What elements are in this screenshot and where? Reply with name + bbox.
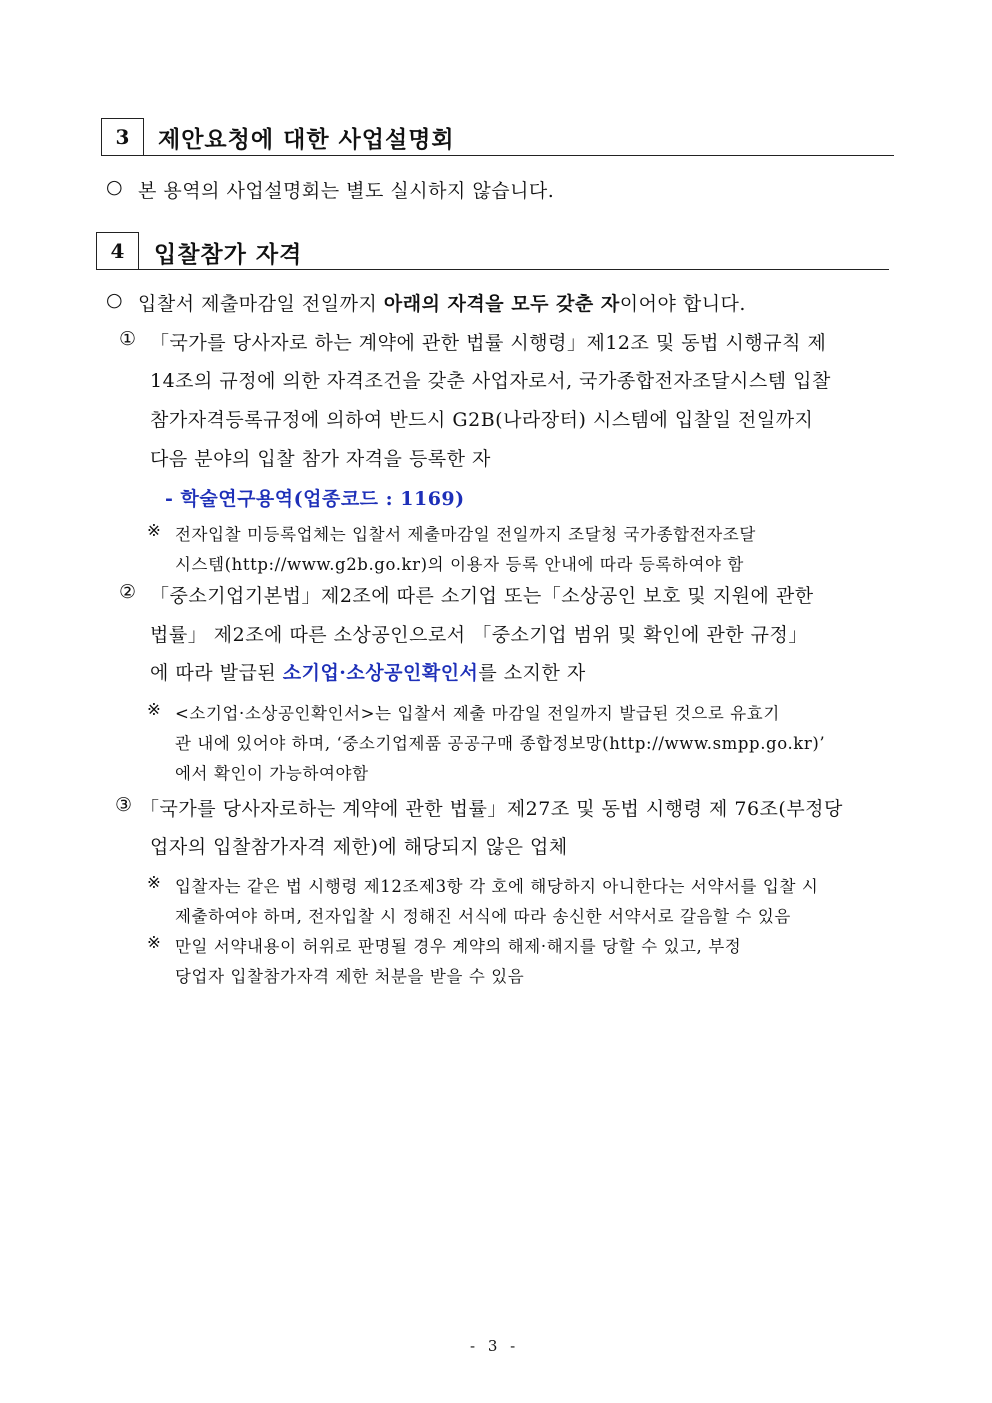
item-2-note-mark: ※ [147,700,162,719]
item-1-line-1: 「국가를 당사자로 하는 계약에 관한 법률 시행령」제12조 및 동법 시행규칙 제 [150,332,827,354]
item-1-note-mark: ※ [147,521,162,540]
item-2-note-line-1: <소기업·소상공인확인서>는 입찰서 제출 마감일 전일까지 발급된 것으로 유효기 [175,704,780,723]
item-3-line-1: 「국가를 당사자로하는 계약에 관한 법률」제27조 및 동법 시행령 제 76조(부정당 [140,798,843,820]
section-4-intro [138,289,746,316]
section-3-number: 3 [115,125,130,149]
section-4-bullet: ○ [106,289,124,311]
item-1-marker: ① [119,328,137,350]
item-3-note-2-line-1: 만일 서약내용이 허위로 판명될 경우 계약의 해제·해지를 당할 수 있고, 부정 [175,937,742,956]
item-2-line-3 [150,658,586,685]
section-3-text: 본 용역의 사업설명회는 별도 실시하지 않습니다. [138,180,555,202]
item-1-line-4: 다음 분야의 입찰 참가 자격을 등록한 자 [150,448,491,470]
item-1-note-line-2: 시스템(http://www.g2b.go.kr)의 이용자 등록 안내에 따라 등록하여야 함 [175,555,744,574]
section-4-number-box [96,232,139,270]
item-2-note-line-3: 에서 확인이 가능하여야함 [175,764,369,783]
item-2-line-3-highlight: 소기업·소상공인확인서 [282,662,479,684]
section-4-underline [139,269,889,270]
intro-text-bold: 아래의 자격을 모두 갖춘 자 [383,293,620,315]
item-2-line-2: 법률」 제2조에 따른 소상공인으로서 「중소기업 범위 및 확인에 관한 규정」 [150,624,808,646]
section-3-bullet: ○ [106,176,124,198]
item-1-note-line-1: 전자입찰 미등록업체는 입찰서 제출마감일 전일까지 조달청 국가종합전자조달 [175,525,756,544]
item-2-line-1: 「중소기업기본법」제2조에 따른 소기업 또는「소상공인 보호 및 지원에 관한 [150,585,814,607]
page-number: - 3 - [470,1337,520,1355]
item-1-line-3: 참가자격등록규정에 의하여 반드시 G2B(나라장터) 시스템에 입찰일 전일까지 [150,409,814,431]
item-2-line-3-after: 를 소지한 자 [478,662,586,684]
intro-text-before: 입찰서 제출마감일 전일까지 [138,293,384,315]
item-3-note-2-line-2: 당업자 입찰참가자격 제한 처분을 받을 수 있음 [175,967,525,986]
item-1-line-2: 14조의 규정에 의한 자격조건을 갖춘 사업자로서, 국가종합전자조달시스템 입찰 [150,370,831,392]
section-4-number: 4 [110,239,125,263]
section-3-title: 제안요청에 대한 사업설명회 [158,126,455,153]
item-2-line-3-before: 에 따라 발급된 [150,662,283,684]
item-1-sub-item: - 학술연구용역(업종코드 : 1169) [165,488,465,510]
section-3-number-box [101,118,144,156]
item-3-line-2: 업자의 입찰참가자격 제한)에 해당되지 않은 업체 [150,836,568,858]
item-2-marker: ② [119,581,137,603]
item-3-note-1-line-1: 입찰자는 같은 법 시행령 제12조제3항 각 호에 해당하지 아니한다는 서약서를 입찰 시 [175,877,819,896]
section-4-title: 입찰참가 자격 [154,241,303,268]
item-3-note-1-mark: ※ [147,873,162,892]
intro-text-after: 이어야 합니다. [619,293,746,315]
item-2-note-line-2: 관 내에 있어야 하며, ‘중소기업제품 공공구매 종합정보망(http://www.smpp.go.kr)’ [175,734,826,753]
item-3-marker: ③ [115,794,133,816]
item-3-note-2-mark: ※ [147,933,162,952]
item-3-note-1-line-2: 제출하여야 하며, 전자입찰 시 정해진 서식에 따라 송신한 서약서로 갈음할 수 있음 [175,907,791,926]
section-3-underline [144,155,894,156]
